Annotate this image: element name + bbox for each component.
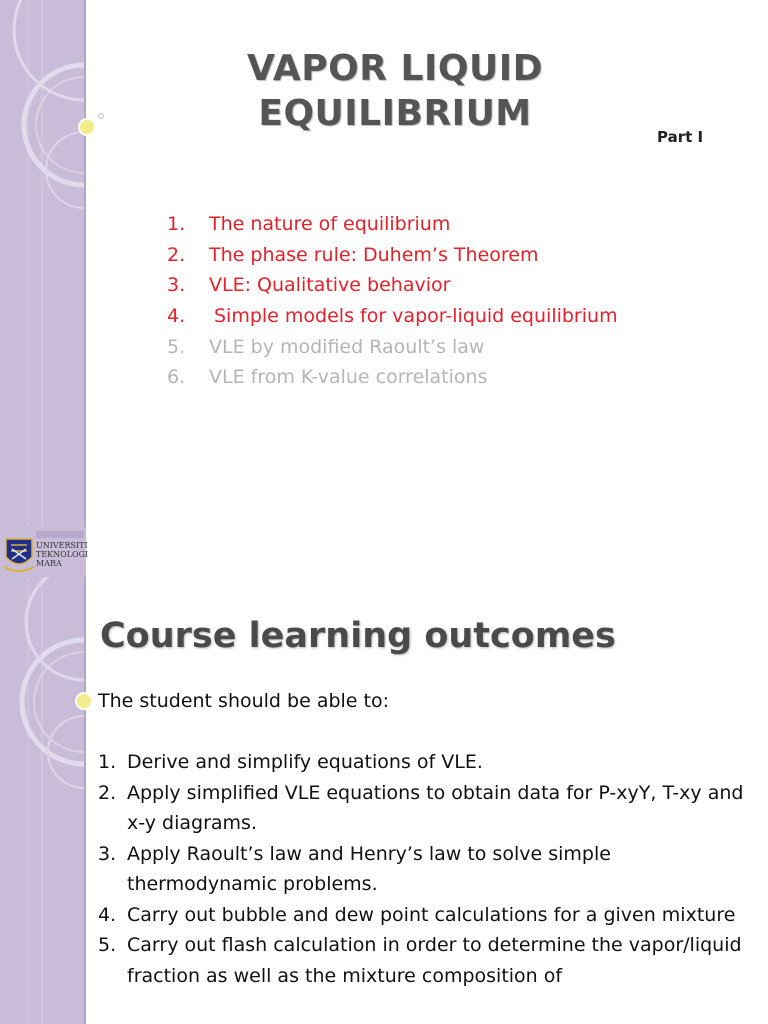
outcome-number: 3. — [98, 842, 117, 865]
topic-list — [167, 209, 618, 393]
outcomes-title: Course learning outcomes — [100, 616, 616, 656]
topic-item — [167, 301, 618, 332]
title-line-1: VAPOR LIQUID — [247, 48, 543, 89]
part-label: Part I — [657, 128, 704, 146]
sidebar-strip — [0, 0, 84, 512]
outcome-item — [98, 747, 758, 778]
sidebar-edge — [84, 0, 86, 512]
topic-number: 1. — [167, 213, 186, 235]
topic-item — [167, 362, 618, 393]
topic-text: The nature of equilibrium — [209, 213, 451, 235]
outcome-item — [98, 778, 758, 839]
topic-item — [167, 332, 618, 363]
topic-number: 2. — [167, 243, 186, 266]
university-name: UNIVERSITI TEKNOLOGI MARA — [36, 541, 89, 568]
topic-number: 4. — [167, 305, 186, 328]
topic-text: VLE from K-value correlations — [209, 366, 488, 389]
outcome-number: 4. — [98, 903, 117, 926]
outcome-number: 2. — [98, 781, 117, 804]
accent-dot-icon — [74, 690, 94, 712]
decorative-circles — [0, 512, 84, 1024]
topic-number: 6. — [167, 366, 186, 389]
outcomes-intro: The student should be able to: — [98, 690, 390, 712]
outcome-item — [98, 900, 758, 931]
sidebar-strip — [0, 512, 84, 1024]
outcome-text: Carry out bubble and dew point calculations for a given mixture — [127, 903, 736, 926]
outcome-item — [98, 930, 758, 991]
outcome-number: 1. — [98, 751, 117, 773]
outcome-text: Derive and simplify equations of VLE. — [127, 751, 483, 773]
sidebar-edge — [84, 512, 86, 1024]
outcome-item — [98, 839, 758, 900]
topic-item — [167, 209, 618, 240]
topic-text: The phase rule: Duhem’s Theorem — [209, 243, 539, 266]
topic-text: Simple models for vapor-liquid equilibrium — [214, 305, 618, 328]
title-line-2: EQUILIBRIUM — [258, 93, 532, 134]
outcome-text: Apply simplified VLE equations to obtain data for P-xyY, T-xy and x-y diagrams. — [127, 781, 744, 834]
topic-number: 3. — [167, 274, 186, 297]
topic-text: VLE: Qualitative behavior — [209, 274, 451, 297]
outcomes-list — [98, 747, 758, 991]
outcome-text: Carry out flash calculation in order to determine the vapor/liquid fraction as well as the mixture composition of — [127, 934, 742, 987]
decorative-circles — [0, 0, 84, 512]
outcome-text: Apply Raoult’s law and Henry’s law to solve simple thermodynamic problems. — [127, 842, 611, 895]
slide-title — [150, 46, 640, 136]
topic-text: VLE by modified Raoult’s law — [209, 335, 485, 358]
topic-item — [167, 270, 618, 301]
topic-item — [167, 240, 618, 271]
topic-number: 5. — [167, 335, 186, 358]
outcome-number: 5. — [98, 934, 117, 956]
accent-dot-icon — [74, 112, 108, 142]
